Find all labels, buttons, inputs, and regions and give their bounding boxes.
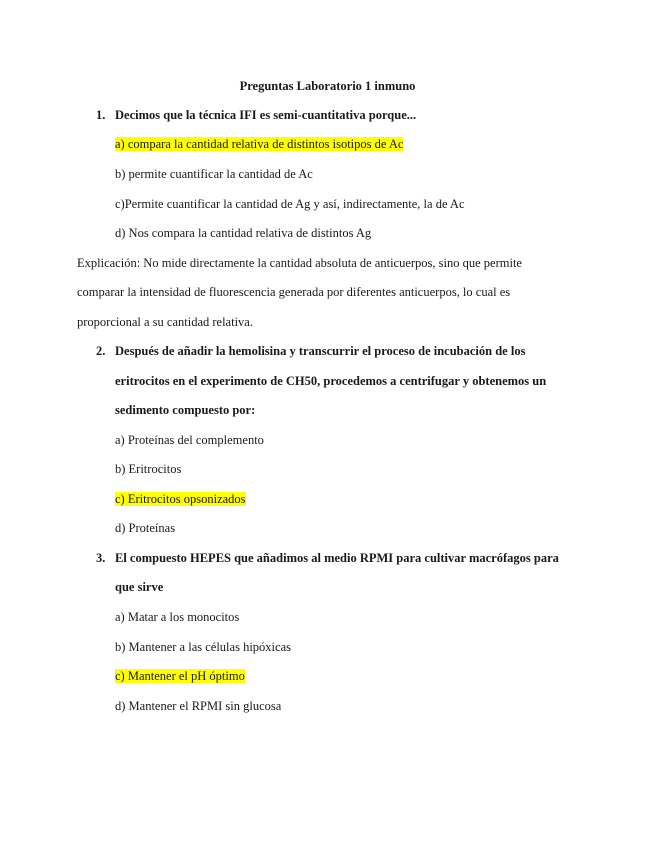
explanation-line: Explicación: No mide directamente la cantidad absoluta de anticuerpos, sino que permite: [77, 256, 522, 270]
option-text: a) Matar a los monocitos: [115, 610, 240, 624]
option-2c: [115, 489, 246, 509]
option-1b: [115, 164, 313, 184]
option-text: a) Proteínas del complemento: [115, 433, 264, 447]
question-text-continued: eritrocitos en el experimento de CH50, procedemos a centrifugar y obtenemos un: [115, 374, 547, 388]
option-text: d) Nos compara la cantidad relativa de distintos Ag: [115, 226, 372, 240]
option-text: d) Mantener el RPMI sin glucosa: [115, 699, 282, 713]
option-text: c)Permite cuantificar la cantidad de Ag y así, indirectamente, la de Ac: [115, 197, 465, 211]
question-2: [96, 341, 525, 361]
option-text: c) Mantener el pH óptimo: [115, 669, 245, 683]
explanation-line: proporcional a su cantidad relativa.: [77, 315, 253, 329]
option-1a: [115, 134, 403, 154]
question-number: 1.: [96, 108, 106, 122]
explanation-line: comparar la intensidad de fluorescencia generada por diferentes anticuerpos, lo cual es: [77, 285, 511, 299]
option-text: a) compara la cantidad relativa de distintos isotipos de Ac: [115, 137, 404, 151]
question-number: 2.: [96, 344, 106, 358]
question-3: [96, 548, 559, 568]
option-3c: [115, 666, 245, 686]
option-text: b) Eritrocitos: [115, 462, 182, 476]
option-3b: [115, 637, 291, 657]
option-text: b) Mantener a las células hipóxicas: [115, 640, 291, 654]
question-text: Después de añadir la hemolisina y transcurrir el proceso de incubación de los: [115, 344, 526, 358]
option-1c: [115, 194, 465, 214]
option-3a: [115, 607, 239, 627]
question-text: Decimos que la técnica IFI es semi-cuantitativa porque...: [115, 108, 417, 122]
question-number: 3.: [96, 551, 106, 565]
option-text: b) permite cuantificar la cantidad de Ac: [115, 167, 313, 181]
option-2b: [115, 459, 181, 479]
option-2a: [115, 430, 264, 450]
document-title: Preguntas Laboratorio 1 inmuno: [239, 79, 416, 93]
option-3d: [115, 696, 281, 716]
question-text-continued: que sirve: [115, 580, 164, 594]
option-2d: [115, 518, 175, 538]
question-text: El compuesto HEPES que añadimos al medio RPMI para cultivar macrófagos para: [115, 551, 559, 565]
question-text-continued: sedimento compuesto por:: [115, 403, 256, 417]
question-1: [96, 105, 416, 125]
option-text: d) Proteínas: [115, 521, 176, 535]
option-1d: [115, 223, 371, 243]
option-text: c) Eritrocitos opsonizados: [115, 492, 246, 506]
